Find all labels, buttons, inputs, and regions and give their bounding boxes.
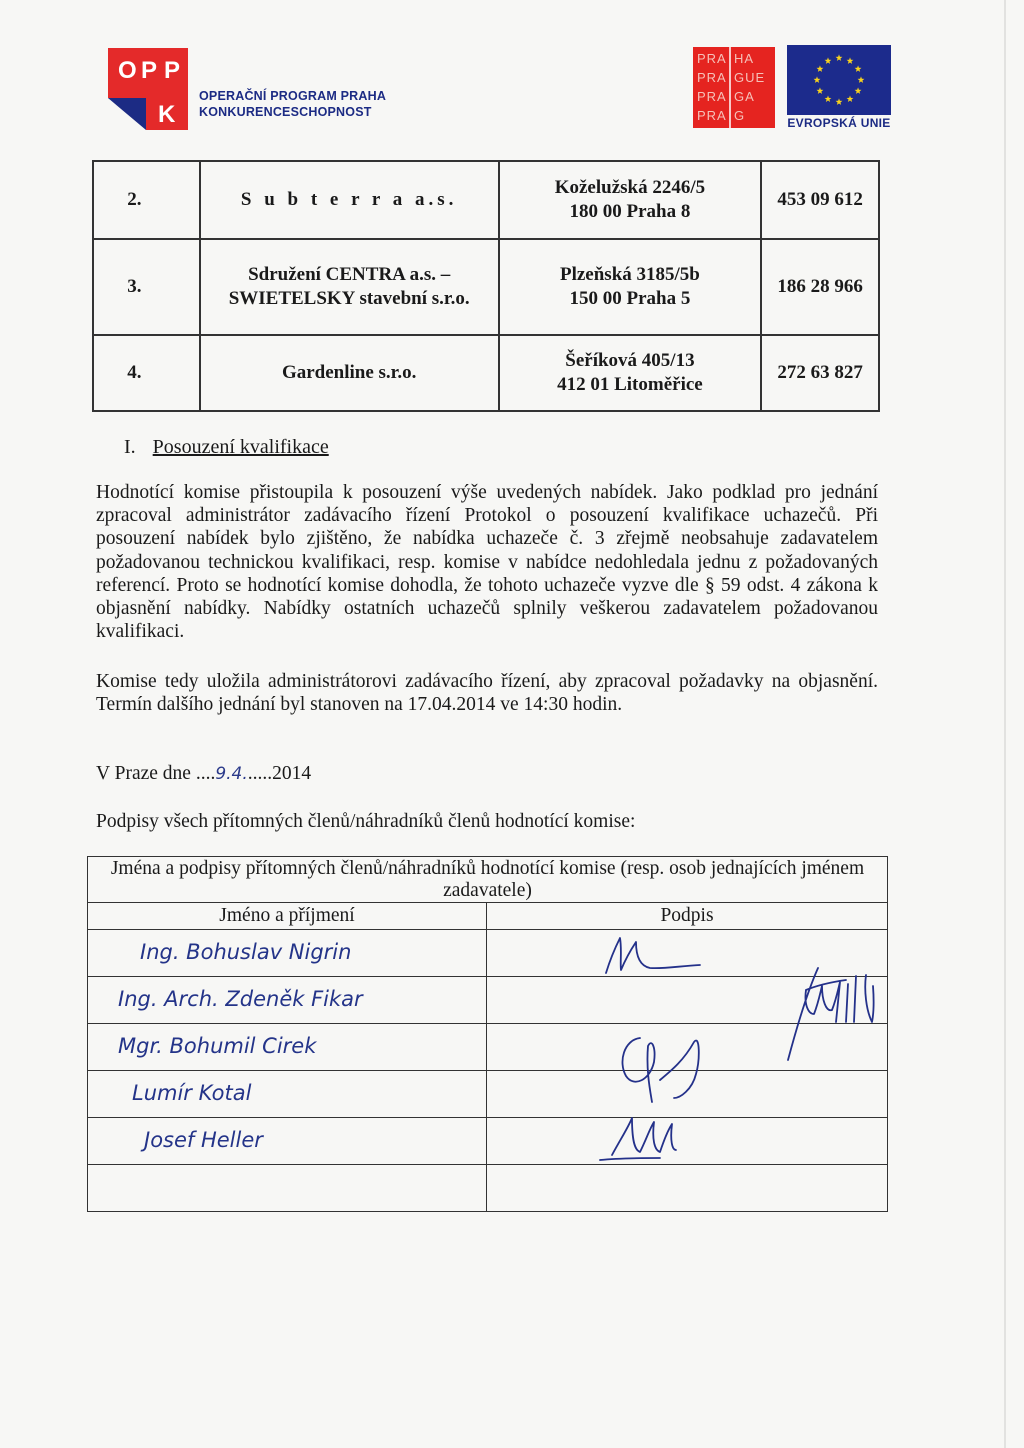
applicant-ico: 453 09 612 <box>761 161 879 239</box>
address-line1: Plzeňská 3185/5b <box>559 264 700 285</box>
applicant-name: Gardenline s.r.o. <box>200 335 499 411</box>
table-row <box>88 1165 888 1212</box>
address-line2: 150 00 Praha 5 <box>569 288 691 309</box>
oppk-letter-o: O <box>118 57 137 84</box>
signature-cell <box>487 930 888 977</box>
member-name: Mgr. Bohumil Cirek <box>118 1034 317 1058</box>
table-row <box>88 1071 888 1118</box>
member-name-cell <box>88 1118 487 1165</box>
member-name: Ing. Bohuslav Nigrin <box>140 940 352 964</box>
member-name-cell <box>88 977 487 1024</box>
member-name-cell <box>88 1024 487 1071</box>
oppk-letter-k: K <box>158 101 176 128</box>
table-row <box>93 335 879 411</box>
praha-logo <box>693 47 775 128</box>
member-name-cell <box>88 930 487 977</box>
member-name-cell <box>88 1165 487 1212</box>
address-line2: 180 00 Praha 8 <box>569 201 691 222</box>
member-name: Josef Heller <box>144 1128 263 1152</box>
praha-text-7: PRA <box>697 108 727 123</box>
table-row <box>88 930 888 977</box>
praha-text-3: PRA <box>697 70 727 85</box>
member-name-cell <box>88 1071 487 1118</box>
applicant-number: 4. <box>93 335 200 411</box>
signature-cell <box>487 1071 888 1118</box>
name-line1: Sdružení CENTRA a.s. – <box>248 264 451 285</box>
oppk-letter-p2: P <box>164 57 181 84</box>
address-line1: Šeříková 405/13 <box>565 350 695 371</box>
praha-text-8: G <box>734 108 746 123</box>
oppk-line1: OPERAČNÍ PROGRAM PRAHA <box>199 89 387 103</box>
table-row <box>88 1118 888 1165</box>
oppk-logo <box>108 48 188 130</box>
signature-table <box>87 856 888 1212</box>
page-edge <box>1004 0 1006 1448</box>
oppk-letter-p1: P <box>141 57 158 84</box>
applicant-ico: 186 28 966 <box>761 239 879 335</box>
applicant-number: 2. <box>93 161 200 239</box>
praha-text-6: GA <box>734 89 755 104</box>
praha-text-2: HA <box>734 51 755 66</box>
applicant-address <box>499 239 762 335</box>
applicants-table <box>92 160 880 412</box>
oppk-title <box>199 88 386 120</box>
date-suffix: .....2014 <box>247 763 312 784</box>
section-title: Posouzení kvalifikace <box>152 436 329 458</box>
applicant-address <box>499 161 762 239</box>
date-handwritten: 9.4. <box>215 764 248 784</box>
signature-cell <box>487 1024 888 1071</box>
applicant-name: S u b t e r r a a.s. <box>200 161 499 239</box>
member-name: Lumír Kotal <box>132 1081 252 1105</box>
signature-cell <box>487 1118 888 1165</box>
table-row <box>88 903 888 930</box>
address-line2: 412 01 Litoměřice <box>557 374 703 395</box>
oppk-line2: KONKURENCESCHOPNOST <box>199 105 372 119</box>
address-line1: Koželužská 2246/5 <box>554 177 706 198</box>
applicant-ico: 272 63 827 <box>761 335 879 411</box>
signature-cell <box>487 1165 888 1212</box>
section-heading <box>124 436 329 459</box>
applicant-name <box>200 239 499 335</box>
table-row <box>88 1024 888 1071</box>
signature-cell <box>487 977 888 1024</box>
eu-flag-logo <box>787 45 891 115</box>
eu-label: EVROPSKÁ UNIE <box>787 116 891 130</box>
signature-table-title: Jména a podpisy přítomných členů/náhradníků hodnotící komise (resp. osob jednajících jménem zadavatele) <box>88 857 888 903</box>
column-header-signature: Podpis <box>487 903 888 930</box>
table-row <box>88 857 888 903</box>
column-header-name: Jméno a příjmení <box>88 903 487 930</box>
table-row <box>93 239 879 335</box>
praha-text-4: GUE <box>734 70 766 85</box>
date-prefix: V Praze dne .... <box>96 763 216 784</box>
praha-text-1: PRA <box>697 51 727 66</box>
signatures-intro: Podpisy všech přítomných členů/náhradníků členů hodnotící komise: <box>96 811 636 832</box>
name-line2: SWIETELSKY stavební s.r.o. <box>228 288 470 309</box>
paragraph-clarification: Komise tedy uložila administrátorovi zadávacího řízení, aby zpracoval požadavky na objasnění. Termín dalšího jednání byl stanoven na 17.04.2014 ve 14:30 hodin. <box>96 671 878 716</box>
section-number: I. <box>124 436 136 458</box>
member-name: Ing. Arch. Zdeněk Fikar <box>118 987 363 1011</box>
table-row <box>88 977 888 1024</box>
date-line <box>96 763 311 785</box>
paragraph-qualification: Hodnotící komise přistoupila k posouzení výše uvedených nabídek. Jako podklad pro jednání zpracoval administrátor zadávacího řízení Protokol o posouzení kvalifikace uchazečů. Při posouzení nabídek bylo zjištěno, že nabídka uchazeče č. 3 zřejmě neobsahuje zadavatelem požadovanou technickou kvalifikaci, resp. komise v nabídce nedohledala jednu z požadovaných referencí. Proto se hodnotící komise dohodla, že tohoto uchazeče vyzve dle § 59 odst. 4 zákona k objasnění nabídky. Nabídky ostatních uchazečů splnily veškerou zadavatelem požadovanou kvalifikaci. <box>96 482 878 643</box>
table-row <box>93 161 879 239</box>
applicant-address <box>499 335 762 411</box>
praha-text-5: PRA <box>697 89 727 104</box>
applicant-number: 3. <box>93 239 200 335</box>
